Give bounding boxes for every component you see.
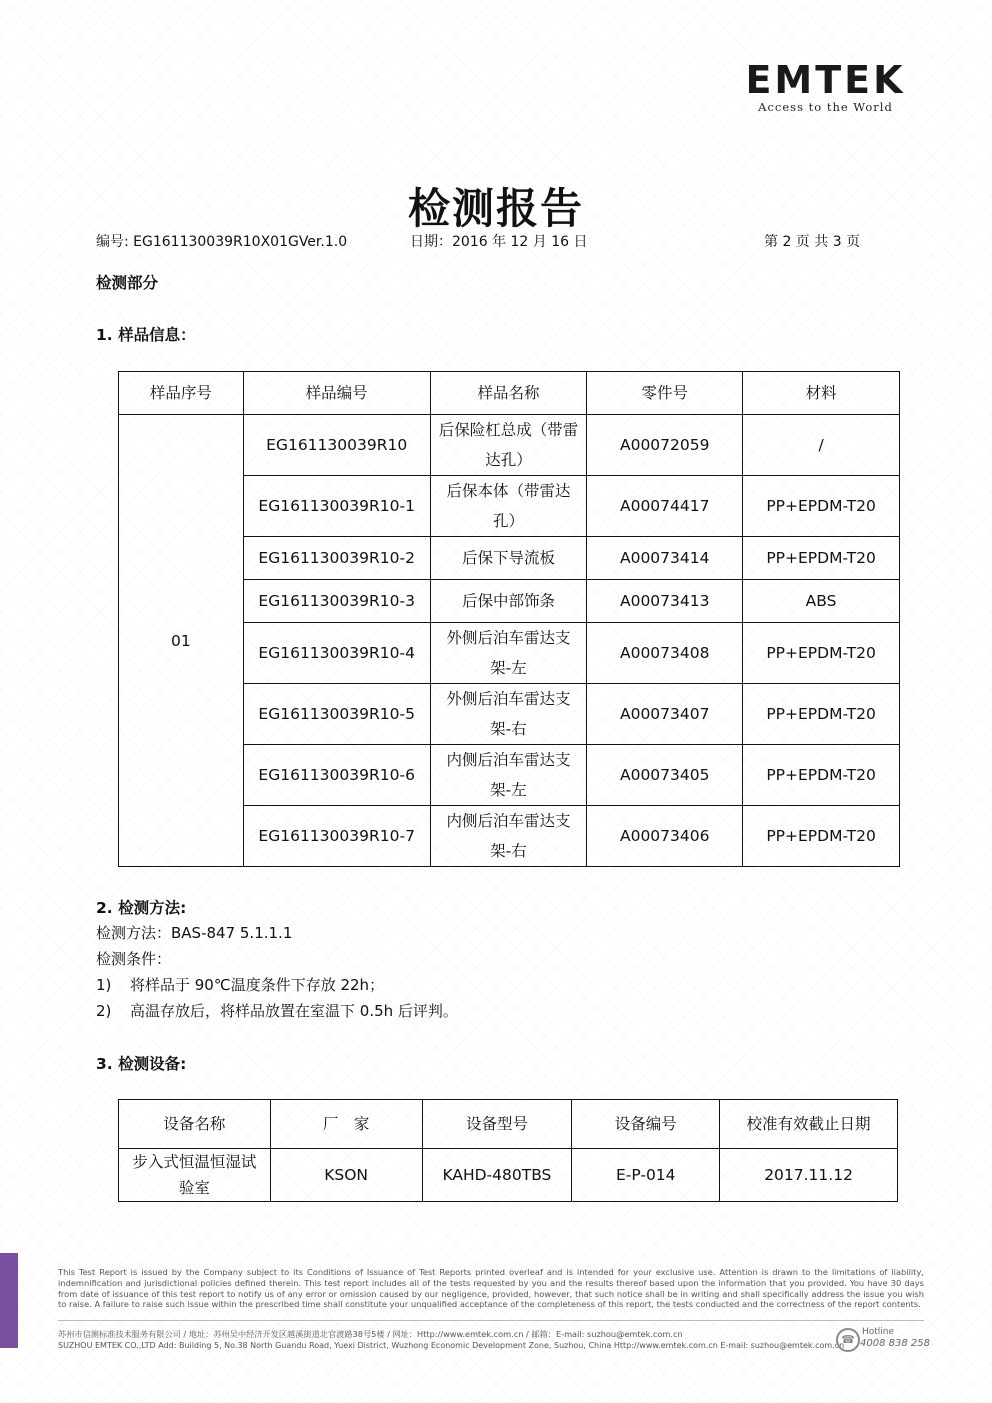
sample-name-cell: 后保下导流板 <box>430 537 587 580</box>
hotline-number: 4008 838 258 <box>860 1338 930 1349</box>
footer-en-address: SUZHOU EMTEK CO.,LTD Add: Building 5, No.38 North Guandu Road, Yuexi District, Wuzhong Economic Development Zone, Suzhou, China Http://www.emtek.com.cn E-mail: suzhou@emtek.com.cn <box>58 1341 845 1350</box>
condition-item <box>96 1000 458 1021</box>
material-cell: PP+EPDM-T20 <box>743 684 900 745</box>
table-row <box>119 415 900 476</box>
sample-id-cell: EG161130039R10-6 <box>243 745 430 806</box>
material-cell: / <box>743 415 900 476</box>
page-indicator: 第 2 页 共 3 页 <box>764 234 861 250</box>
material-cell: PP+EPDM-T20 <box>743 745 900 806</box>
table-header-row <box>119 1100 898 1149</box>
phone-icon: ☎ <box>836 1328 860 1352</box>
sample-seq-cell: 01 <box>119 415 244 867</box>
sample-name-cell: 外侧后泊车雷达支架-右 <box>430 684 587 745</box>
part-number-cell: A00073414 <box>587 537 743 580</box>
condition-text: 高温存放后，将样品放置在室温下 0.5h 后评判。 <box>130 1002 458 1020</box>
equipment-code-cell: E-P-014 <box>572 1149 720 1202</box>
sample-name-cell: 后保中部饰条 <box>430 580 587 623</box>
sample-id-cell: EG161130039R10-1 <box>243 476 430 537</box>
part-number-cell: A00073407 <box>587 684 743 745</box>
part-number-cell: A00072059 <box>587 415 743 476</box>
column-header: 样品序号 <box>119 372 244 415</box>
emtek-logo <box>733 60 918 114</box>
equipment-heading: 3. 检测设备: <box>96 1055 187 1073</box>
sample-name-cell: 外侧后泊车雷达支架-左 <box>430 623 587 684</box>
sample-name-cell: 内侧后泊车雷达支架-左 <box>430 745 587 806</box>
sample-id-cell: EG161130039R10 <box>243 415 430 476</box>
section-header: 检测部分 <box>96 274 159 292</box>
hotline <box>836 1326 936 1354</box>
sample-info-heading: 1. 样品信息： <box>96 326 196 344</box>
sample-id-cell: EG161130039R10-4 <box>243 623 430 684</box>
sample-name-cell: 后保险杠总成（带雷达孔） <box>430 415 587 476</box>
column-header: 样品编号 <box>243 372 430 415</box>
report-number: 编号: EG161130039R10X01GVer.1.0 <box>96 234 348 250</box>
sample-id-cell: EG161130039R10-2 <box>243 537 430 580</box>
part-number-cell: A00073413 <box>587 580 743 623</box>
part-number-cell: A00073405 <box>587 745 743 806</box>
condition-item <box>96 974 384 995</box>
logo-wordmark: EMTEK <box>745 58 906 102</box>
equipment-model-cell: KAHD-480TBS <box>422 1149 572 1202</box>
condition-text: 将样品于 90℃温度条件下存放 22h； <box>130 976 385 994</box>
column-header: 设备名称 <box>119 1100 271 1149</box>
method-line: 检测方法：BAS-847 5.1.1.1 <box>96 924 293 942</box>
report-date: 日期：2016 年 12 月 16 日 <box>410 234 588 250</box>
part-number-cell: A00074417 <box>587 476 743 537</box>
logo-tagline: Access to the World <box>758 100 893 114</box>
sample-info-table <box>118 371 900 867</box>
sample-id-cell: EG161130039R10-3 <box>243 580 430 623</box>
material-cell: PP+EPDM-T20 <box>743 623 900 684</box>
footer-cn-address: 苏州市信测标准技术服务有限公司 / 地址：苏州吴中经济开发区越溪街道北官渡路38号5楼 / 网址：Http://www.emtek.com.cn / 邮箱：E-mail: suzhou@emtek.com.cn <box>58 1329 683 1339</box>
sample-id-cell: EG161130039R10-5 <box>243 684 430 745</box>
footer-disclaimer: This Test Report is issued by the Company subject to its Conditions of Issuance of Test Reports printed overleaf and is intended for your exclusive use. Attention is drawn to the limitations of liability, indemnification and jurisdictional policies defined therein. This test report includes all of the tests requested by you and the results thereof based upon the information that you provided. You have 30 days from date of issuance of this test report to notify us of any error or omission caused by our negligence, provided, however, that such notice shall be in writing and shall specifically address the issue you wish to raise. A failure to raise such issue within the prescribed time shall constitute your unqualified acceptance of the completeness of this report, the tests conducted and the correctness of the report contents. <box>58 1267 924 1310</box>
material-cell: PP+EPDM-T20 <box>743 537 900 580</box>
conditions-label: 检测条件： <box>96 950 172 968</box>
equipment-name-cell: 步入式恒温恒湿试验室 <box>119 1149 271 1202</box>
calibration-expiry-cell: 2017.11.12 <box>720 1149 898 1202</box>
material-cell: ABS <box>743 580 900 623</box>
part-number-cell: A00073406 <box>587 806 743 867</box>
condition-number: 1) <box>96 976 112 994</box>
column-header: 材料 <box>743 372 900 415</box>
column-header: 校准有效截止日期 <box>720 1100 898 1149</box>
hotline-label: Hotline <box>862 1327 895 1337</box>
sample-name-cell: 后保本体（带雷达孔） <box>430 476 587 537</box>
equipment-maker-cell: KSON <box>270 1149 422 1202</box>
report-title: 检测报告 <box>407 184 584 233</box>
equipment-table <box>118 1099 898 1202</box>
side-accent-bar <box>0 1253 18 1348</box>
column-header: 设备编号 <box>572 1100 720 1149</box>
column-header: 零件号 <box>587 372 743 415</box>
method-heading: 2. 检测方法: <box>96 899 187 917</box>
column-header: 样品名称 <box>430 372 587 415</box>
column-header: 厂 家 <box>270 1100 422 1149</box>
material-cell: PP+EPDM-T20 <box>743 806 900 867</box>
condition-number: 2) <box>96 1002 112 1020</box>
column-header: 设备型号 <box>422 1100 572 1149</box>
footer-divider <box>58 1320 924 1321</box>
part-number-cell: A00073408 <box>587 623 743 684</box>
sample-name-cell: 内侧后泊车雷达支架-右 <box>430 806 587 867</box>
material-cell: PP+EPDM-T20 <box>743 476 900 537</box>
table-header-row <box>119 372 900 415</box>
sample-id-cell: EG161130039R10-7 <box>243 806 430 867</box>
table-row <box>119 1149 898 1202</box>
